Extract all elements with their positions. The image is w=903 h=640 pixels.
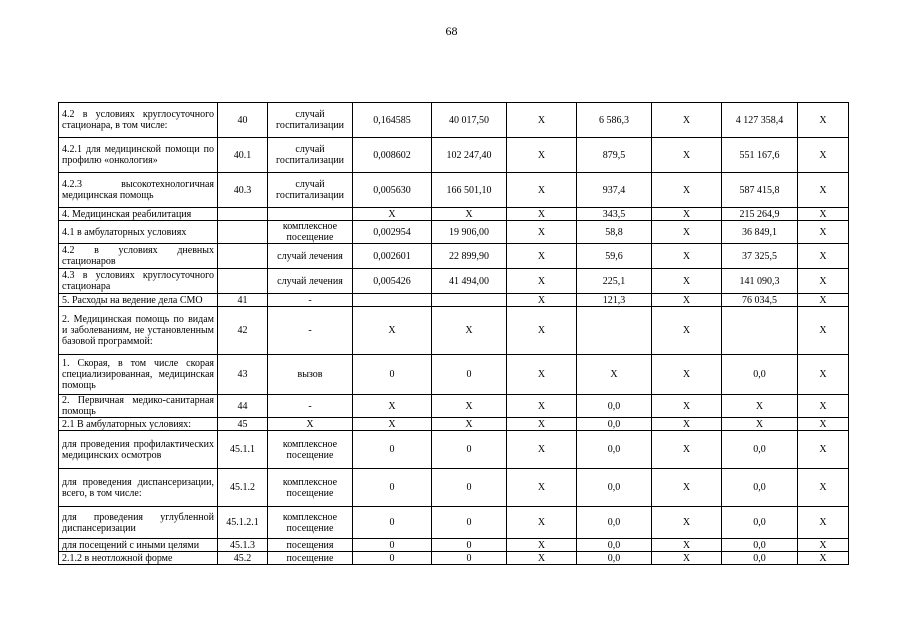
table-cell: 0,0 — [722, 552, 798, 565]
table-cell: 0 — [432, 355, 507, 395]
table-cell: 22 899,90 — [432, 244, 507, 269]
table-cell: 4.2 в условиях дневных стационаров — [59, 244, 218, 269]
table-cell: Х — [507, 469, 577, 507]
table-cell: для проведения диспансеризации, всего, в том числе: — [59, 469, 218, 507]
table-cell: Х — [507, 307, 577, 355]
table-row — [59, 244, 849, 269]
table-cell: Х — [432, 208, 507, 221]
table-row — [59, 418, 849, 431]
table-cell: Х — [652, 418, 722, 431]
table-cell: 41 — [218, 294, 268, 307]
table-cell: 4.2.3 высокотехнологичная медицинская помощь — [59, 173, 218, 208]
table-cell: Х — [577, 355, 652, 395]
table-cell: для проведения профилактических медицинских осмотров — [59, 431, 218, 469]
table-cell: 19 906,00 — [432, 221, 507, 244]
table-cell: 40.3 — [218, 173, 268, 208]
table-row — [59, 103, 849, 138]
table-cell: Х — [798, 138, 849, 173]
table-cell: Х — [798, 173, 849, 208]
table-row — [59, 138, 849, 173]
table-cell: 225,1 — [577, 269, 652, 294]
table-cell: Х — [507, 208, 577, 221]
table-cell: 0 — [353, 539, 432, 552]
table-cell: Х — [507, 221, 577, 244]
table-cell: 45.1.2.1 — [218, 507, 268, 539]
financing-table — [58, 102, 849, 565]
table-cell: Х — [652, 469, 722, 507]
table-cell: Х — [652, 221, 722, 244]
table-cell: 0 — [432, 552, 507, 565]
table-cell: Х — [798, 431, 849, 469]
table-cell: 4.1 в амбулаторных условиях — [59, 221, 218, 244]
table-cell: 36 849,1 — [722, 221, 798, 244]
table-cell — [353, 294, 432, 307]
table-cell: 45.1.1 — [218, 431, 268, 469]
table-cell: 43 — [218, 355, 268, 395]
table-cell: Х — [652, 395, 722, 418]
table-cell: 0 — [353, 355, 432, 395]
table-cell: комплексное посещение — [268, 221, 353, 244]
table-cell: Х — [353, 418, 432, 431]
table-cell: Х — [432, 395, 507, 418]
table-cell: Х — [507, 539, 577, 552]
table-cell: Х — [652, 173, 722, 208]
table-cell: - — [268, 307, 353, 355]
table-row — [59, 355, 849, 395]
table-cell: 2. Первичная медико-санитарная помощь — [59, 395, 218, 418]
table-cell: комплексное посещение — [268, 431, 353, 469]
table-cell: 0,002954 — [353, 221, 432, 244]
table-cell: 0,0 — [722, 507, 798, 539]
table-cell: случай лечения — [268, 269, 353, 294]
table-cell: 0,005630 — [353, 173, 432, 208]
table-cell: 4.2.1 для медицинской помощи по профилю «онкология» — [59, 138, 218, 173]
table-cell: Х — [798, 307, 849, 355]
table-cell: посещение — [268, 552, 353, 565]
table-cell: Х — [798, 294, 849, 307]
table-cell: Х — [507, 552, 577, 565]
table-cell: случай лечения — [268, 244, 353, 269]
table-cell: случай госпитализации — [268, 138, 353, 173]
table-cell: 4 127 358,4 — [722, 103, 798, 138]
table-cell: 40 — [218, 103, 268, 138]
table-cell: Х — [798, 208, 849, 221]
table-cell: Х — [507, 103, 577, 138]
table-row — [59, 431, 849, 469]
table-cell: 42 — [218, 307, 268, 355]
table-cell: Х — [652, 539, 722, 552]
table-cell — [218, 221, 268, 244]
table-cell: Х — [798, 395, 849, 418]
table-cell — [577, 307, 652, 355]
table-cell: 0,0 — [577, 469, 652, 507]
table-cell: Х — [798, 507, 849, 539]
table-cell: 0 — [432, 431, 507, 469]
table-cell: Х — [798, 418, 849, 431]
table-cell: Х — [652, 507, 722, 539]
page-number: 68 — [445, 24, 458, 38]
table-cell: комплексное посещение — [268, 507, 353, 539]
table-cell — [268, 208, 353, 221]
table-row — [59, 395, 849, 418]
table-cell: для проведения углубленной диспансеризации — [59, 507, 218, 539]
table-cell: Х — [353, 307, 432, 355]
table-cell: 0 — [353, 552, 432, 565]
table-cell: 215 264,9 — [722, 208, 798, 221]
table-cell: 0,0 — [577, 539, 652, 552]
table-cell: 4.3 в условиях круглосуточного стационара — [59, 269, 218, 294]
table-cell: 37 325,5 — [722, 244, 798, 269]
table-cell: 4. Медицинская реабилитация — [59, 208, 218, 221]
table-cell: Х — [507, 173, 577, 208]
table-cell: 0,0 — [722, 469, 798, 507]
table-cell: 5. Расходы на ведение дела СМО — [59, 294, 218, 307]
table-row — [59, 173, 849, 208]
table-cell: 76 034,5 — [722, 294, 798, 307]
table-cell: 0 — [353, 507, 432, 539]
table-cell: - — [268, 395, 353, 418]
table-row — [59, 294, 849, 307]
table-cell: 0,005426 — [353, 269, 432, 294]
table-cell: посещения — [268, 539, 353, 552]
table-row — [59, 539, 849, 552]
table-cell: 166 501,10 — [432, 173, 507, 208]
table-cell: 343,5 — [577, 208, 652, 221]
table-cell: Х — [507, 294, 577, 307]
table-cell: вызов — [268, 355, 353, 395]
table-cell: 58,8 — [577, 221, 652, 244]
table-cell: Х — [507, 138, 577, 173]
table-cell — [218, 208, 268, 221]
table-cell: Х — [798, 552, 849, 565]
table-cell: 40 017,50 — [432, 103, 507, 138]
table-cell: 121,3 — [577, 294, 652, 307]
table-cell: Х — [652, 269, 722, 294]
table-cell — [722, 307, 798, 355]
table-row — [59, 221, 849, 244]
table-cell: Х — [652, 208, 722, 221]
table-cell: 0,0 — [577, 431, 652, 469]
table-cell: случай госпитализации — [268, 103, 353, 138]
table-cell: Х — [507, 431, 577, 469]
table-cell: 551 167,6 — [722, 138, 798, 173]
table-cell: 0 — [353, 431, 432, 469]
table-cell: 41 494,00 — [432, 269, 507, 294]
table-row — [59, 208, 849, 221]
table-body — [59, 103, 849, 565]
table-cell: Х — [652, 103, 722, 138]
table-cell: Х — [798, 269, 849, 294]
table-row — [59, 552, 849, 565]
table-cell: 0 — [432, 539, 507, 552]
table-cell: 0,0 — [577, 507, 652, 539]
table-cell: 0,008602 — [353, 138, 432, 173]
table-cell: Х — [507, 507, 577, 539]
table-cell: 0 — [353, 469, 432, 507]
table-cell: Х — [798, 244, 849, 269]
table-cell: 0,0 — [577, 418, 652, 431]
table-cell: 0,0 — [722, 431, 798, 469]
table-cell: 6 586,3 — [577, 103, 652, 138]
table-cell: Х — [798, 103, 849, 138]
table-cell: 937,4 — [577, 173, 652, 208]
table-cell: Х — [507, 395, 577, 418]
table-cell: 4.2 в условиях круглосуточного стационара, в том числе: — [59, 103, 218, 138]
table-cell: комплексное посещение — [268, 469, 353, 507]
table-cell: 0,002601 — [353, 244, 432, 269]
table-cell: для посещений с иными целями — [59, 539, 218, 552]
table-cell: Х — [652, 307, 722, 355]
table-cell: Х — [507, 269, 577, 294]
table-cell: случай госпитализации — [268, 173, 353, 208]
table-cell: 102 247,40 — [432, 138, 507, 173]
table-row — [59, 269, 849, 294]
table-cell: 59,6 — [577, 244, 652, 269]
table-row — [59, 307, 849, 355]
table-cell: - — [268, 294, 353, 307]
table-cell: Х — [652, 244, 722, 269]
table-cell: 141 090,3 — [722, 269, 798, 294]
table-cell: 879,5 — [577, 138, 652, 173]
table-cell: 2.1.2 в неотложной форме — [59, 552, 218, 565]
table-cell: Х — [652, 294, 722, 307]
table-cell: Х — [652, 552, 722, 565]
table-cell: Х — [507, 355, 577, 395]
table-cell: 0 — [432, 507, 507, 539]
table-row — [59, 507, 849, 539]
table-cell: 0,164585 — [353, 103, 432, 138]
table-cell: Х — [652, 431, 722, 469]
table-cell: 0,0 — [722, 355, 798, 395]
table-cell: Х — [432, 418, 507, 431]
table-cell: 587 415,8 — [722, 173, 798, 208]
table-cell: Х — [507, 244, 577, 269]
table-cell — [218, 244, 268, 269]
table-cell: Х — [652, 138, 722, 173]
table-cell: 2.1 В амбулаторных условиях: — [59, 418, 218, 431]
table-cell: 2. Медицинская помощь по видам и заболеваниям, не установленным базовой программой: — [59, 307, 218, 355]
table-cell: Х — [722, 395, 798, 418]
table-cell: 0,0 — [577, 552, 652, 565]
table-cell: 45.1.2 — [218, 469, 268, 507]
table-cell: Х — [268, 418, 353, 431]
table-cell: Х — [798, 539, 849, 552]
table-cell: Х — [353, 208, 432, 221]
table-cell: Х — [798, 469, 849, 507]
table-cell: 45.1.3 — [218, 539, 268, 552]
table-cell — [432, 294, 507, 307]
table-cell: Х — [798, 221, 849, 244]
table-cell: 0,0 — [722, 539, 798, 552]
table-cell: Х — [353, 395, 432, 418]
table-cell: 44 — [218, 395, 268, 418]
table-cell — [218, 269, 268, 294]
table-cell: Х — [652, 355, 722, 395]
table-cell: Х — [432, 307, 507, 355]
table-cell: Х — [722, 418, 798, 431]
table-cell: 0 — [432, 469, 507, 507]
table-cell: 45.2 — [218, 552, 268, 565]
table-cell: 0,0 — [577, 395, 652, 418]
table-cell: 40.1 — [218, 138, 268, 173]
table-cell: Х — [798, 355, 849, 395]
table-cell: Х — [507, 418, 577, 431]
table-cell: 1. Скорая, в том числе скорая специализированная, медицинская помощь — [59, 355, 218, 395]
table-cell: 45 — [218, 418, 268, 431]
table-row — [59, 469, 849, 507]
